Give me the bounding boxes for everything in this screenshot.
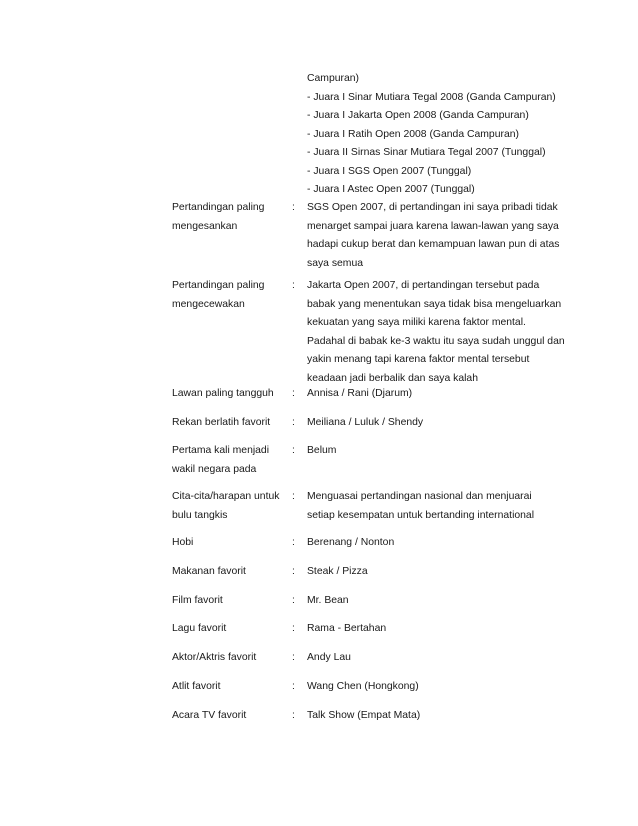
row-colon: : (292, 388, 295, 399)
row-label: Hobi (172, 537, 194, 548)
row-value: SGS Open 2007, di pertandingan ini saya pribadi tidak menarget sampai juara karena lawan-lawan yang saya hadapi cukup berat dan kemampuan lawan pun di atas saya semua (307, 202, 560, 269)
row-label: Lagu favorit (172, 623, 227, 634)
achievement-line: - Juara I Sinar Mutiara Tegal 2008 (Ganda Campuran) (307, 91, 556, 103)
row-label: Pertandingan paling mengesankan (172, 202, 265, 232)
row-colon: : (292, 202, 295, 213)
row-label: Aktor/Aktris favorit (172, 652, 257, 663)
row-value: Annisa / Rani (Djarum) (307, 388, 413, 399)
row-value: Andy Lau (307, 652, 351, 663)
row-colon: : (292, 595, 295, 606)
achievement-line: - Juara I SGS Open 2007 (Tunggal) (307, 165, 472, 177)
row-colon: : (292, 537, 295, 548)
row-label: Makanan favorit (172, 566, 246, 577)
row-value: Mr. Bean (307, 595, 349, 606)
row-colon: : (292, 445, 295, 456)
row-label: Acara TV favorit (172, 710, 247, 721)
row-label: Pertama kali menjadi wakil negara pada (172, 445, 270, 475)
row-label: Film favorit (172, 595, 223, 606)
row-colon: : (292, 566, 295, 577)
row-label: Lawan paling tangguh (172, 388, 274, 399)
row-value: Jakarta Open 2007, di pertandingan tersebut pada babak yang menentukan saya tidak bisa mengeluarkan kekuatan yang saya miliki karena faktor mental. Padahal di babak ke-3 waktu itu saya sudah unggul dan yakin menang tapi karena faktor mental tersebut keadaan jadi berbalik dan saya kalah (307, 280, 565, 384)
row-colon: : (292, 710, 295, 721)
row-label: Rekan berlatih favorit (172, 417, 271, 428)
achievement-line: - Juara I Ratih Open 2008 (Ganda Campuran) (307, 128, 519, 140)
row-colon: : (292, 417, 295, 428)
row-value: Rama - Bertahan (307, 623, 387, 634)
achievement-line: - Juara II Sirnas Sinar Mutiara Tegal 2007 (Tunggal) (307, 147, 546, 158)
row-value: Wang Chen (Hongkong) (307, 681, 419, 692)
row-value: Berenang / Nonton (307, 537, 395, 548)
achievement-line: Campuran) (307, 73, 359, 84)
achievement-line: - Juara I Astec Open 2007 (Tunggal) (307, 184, 475, 195)
row-label: Pertandingan paling mengecewakan (172, 280, 265, 310)
row-value: Talk Show (Empat Mata) (307, 710, 421, 721)
row-value: Belum (307, 445, 337, 456)
row-value: Steak / Pizza (307, 566, 368, 577)
row-value: Menguasai pertandingan nasional dan menjuarai setiap kesempatan untuk bertanding international (307, 491, 535, 521)
row-label: Cita-cita/harapan untuk bulu tangkis (172, 491, 280, 521)
row-label: Atlit favorit (172, 681, 221, 692)
achievements-continued (307, 70, 607, 200)
row-colon: : (292, 280, 295, 291)
row-colon: : (292, 681, 295, 692)
row-colon: : (292, 623, 295, 634)
row-colon: : (292, 491, 295, 502)
row-colon: : (292, 652, 295, 663)
achievement-line: - Juara I Jakarta Open 2008 (Ganda Campuran) (307, 110, 529, 121)
row-value: Meiliana / Luluk / Shendy (307, 417, 424, 428)
